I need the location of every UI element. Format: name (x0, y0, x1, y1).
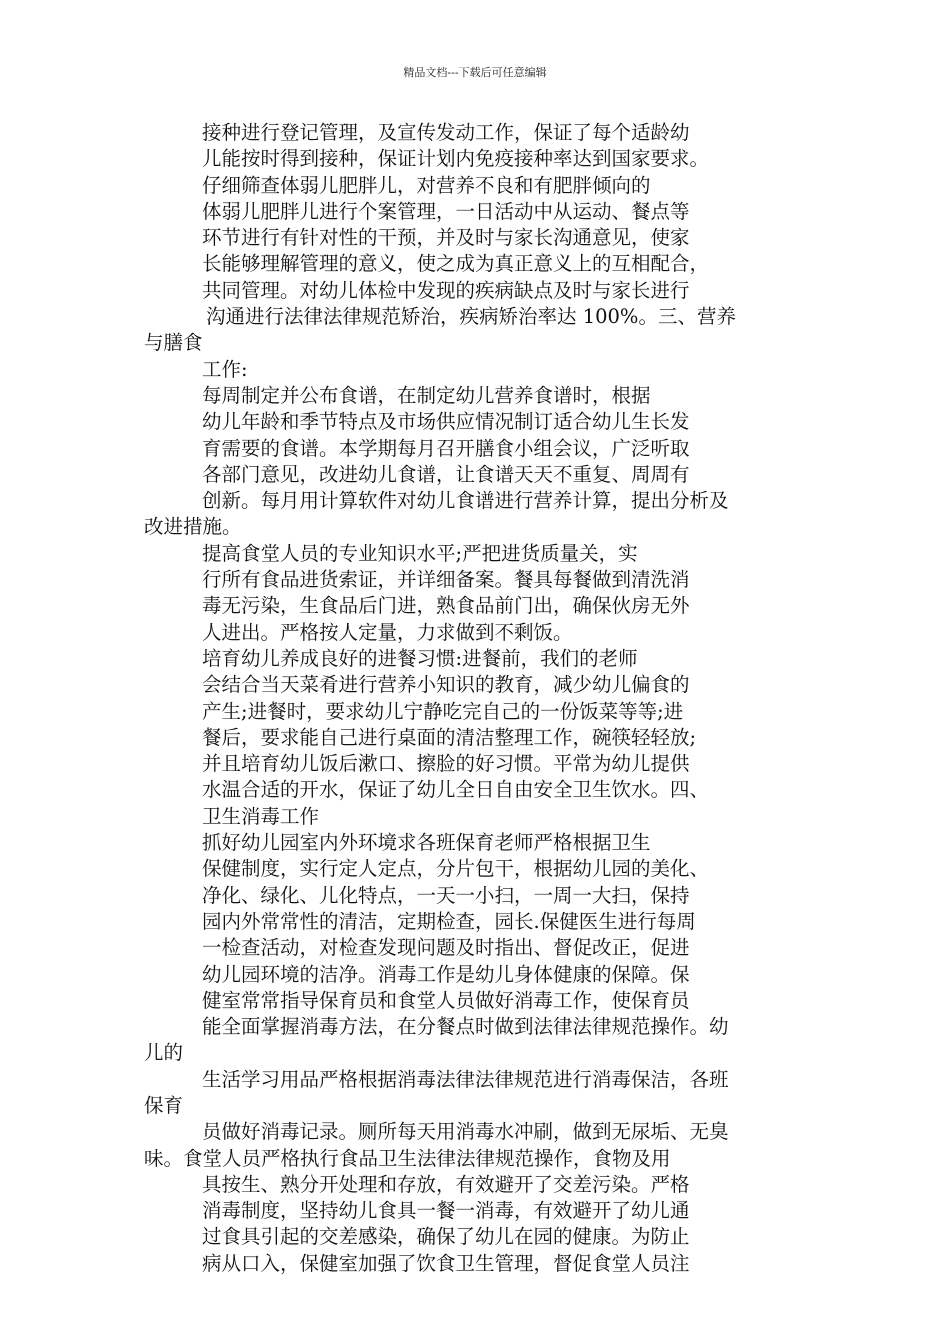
text-line: 改进措施。 (144, 515, 242, 539)
text-line: 卫生消毒工作 (202, 804, 320, 828)
text-line: 过食具引起的交差感染，确保了幼儿在园的健康。为防止 (202, 1225, 690, 1249)
text-line: 水温合适的开水，保证了幼儿全日自由安全卫生饮水。四、 (202, 778, 710, 802)
document-body (144, 120, 824, 1277)
text-line: 能全面掌握消毒方法，在分餐点时做到法律法律规范操作。幼 (202, 1015, 729, 1039)
text-line: 抓好幼儿园室内外环境求各班保育老师严格根据卫生 (202, 831, 651, 855)
text-line: 一检查活动，对检查发现问题及时指出、督促改正，促进 (202, 936, 690, 960)
text-line: 行所有食品进货索证，并详细备案。餐具每餐做到清洗消 (202, 568, 690, 592)
text-line: 净化、绿化、儿化特点，一天一小扫，一周一大扫，保持 (202, 883, 690, 907)
text-line: 工作: (202, 357, 248, 381)
text-line: 育需要的食谱。本学期每月召开膳食小组会议，广泛听取 (202, 436, 690, 460)
text-line: 健室常常指导保育员和食堂人员做好消毒工作，使保育员 (202, 988, 690, 1012)
text-line: 消毒制度，坚持幼儿食具一餐一消毒，有效避开了幼儿通 (202, 1199, 690, 1223)
text-line: 保健制度，实行定人定点，分片包干，根据幼儿园的美化、 (202, 857, 710, 881)
text-line: 与膳食 (144, 331, 203, 355)
text-line: 体弱儿肥胖儿进行个案管理，一日活动中从运动、餐点等 (202, 199, 690, 223)
text-line: 病从口入，保健室加强了饮食卫生管理，督促食堂人员注 (202, 1251, 690, 1275)
text-line: 园内外常常性的清洁，定期检查，园长.保健医生进行每周 (202, 909, 696, 933)
text-line: 长能够理解管理的意义，使之成为真正意义上的互相配合， (202, 252, 710, 276)
text-line: 接种进行登记管理，及宣传发动工作，保证了每个适龄幼 (202, 121, 690, 144)
text-line: 餐后，要求能自己进行桌面的清洁整理工作，碗筷轻轻放; (202, 725, 697, 749)
text-line: 幼儿园环境的洁净。消毒工作是幼儿身体健康的保障。保 (202, 962, 690, 986)
text-line: 创新。每月用计算软件对幼儿食谱进行营养计算，提出分析及 (202, 489, 729, 513)
text-line: 共同管理。对幼儿体检中发现的疾病缺点及时与家长进行 (202, 278, 690, 302)
text-line: 保育 (144, 1093, 184, 1117)
text-line: 每周制定并公布食谱，在制定幼儿营养食谱时，根据 (202, 383, 651, 407)
text-line: 幼儿年龄和季节特点及市场供应情况制订适合幼儿生长发 (202, 410, 690, 434)
text-line: 具按生、熟分开处理和存放，有效避开了交差污染。严格 (202, 1172, 690, 1196)
text-line: 产生;进餐时，要求幼儿宁静吃完自己的一份饭菜等等;进 (202, 699, 684, 723)
text-line: 培育幼儿养成良好的进餐习惯:进餐前，我们的老师 (202, 646, 638, 670)
text-line: 毒无污染，生食品后门进，熟食品前门出，确保伙房无外 (202, 594, 690, 618)
text-line: 提高食堂人员的专业知识水平;严把进货质量关，实 (202, 541, 638, 565)
text-line: 仔细筛查体弱儿肥胖儿，对营养不良和有肥胖倾向的 (202, 173, 651, 197)
text-line: 环节进行有针对性的干预，并及时与家长沟通意见，使家 (202, 226, 690, 250)
text-line: 沟通进行法律法律规范矫治，疾病矫治率达 100%。三、营养 (206, 305, 736, 329)
text-line: 生活学习用品严格根据消毒法律法律规范进行消毒保洁，各班 (202, 1067, 729, 1091)
text-line: 各部门意见，改进幼儿食谱，让食谱天天不重复、周周有 (202, 462, 690, 486)
text-line: 味。食堂人员严格执行食品卫生法律法律规范操作，食物及用 (144, 1146, 671, 1170)
text-line: 儿能按时得到接种，保证计划内免疫接种率达到国家要求。 (202, 147, 710, 171)
text-line: 员做好消毒记录。厕所每天用消毒水冲刷，做到无尿垢、无臭 (202, 1120, 729, 1144)
text-line: 人进出。严格按人定量，力求做到不剩饭。 (202, 620, 573, 644)
page-header: 精品文档---下载后可任意编辑 (403, 66, 547, 79)
text-line: 儿的 (144, 1041, 184, 1065)
text-line: 会结合当天菜肴进行营养小知识的教育，减少幼儿偏食的 (202, 673, 690, 697)
text-line: 并且培育幼儿饭后漱口、擦脸的好习惯。平常为幼儿提供 (202, 752, 690, 776)
